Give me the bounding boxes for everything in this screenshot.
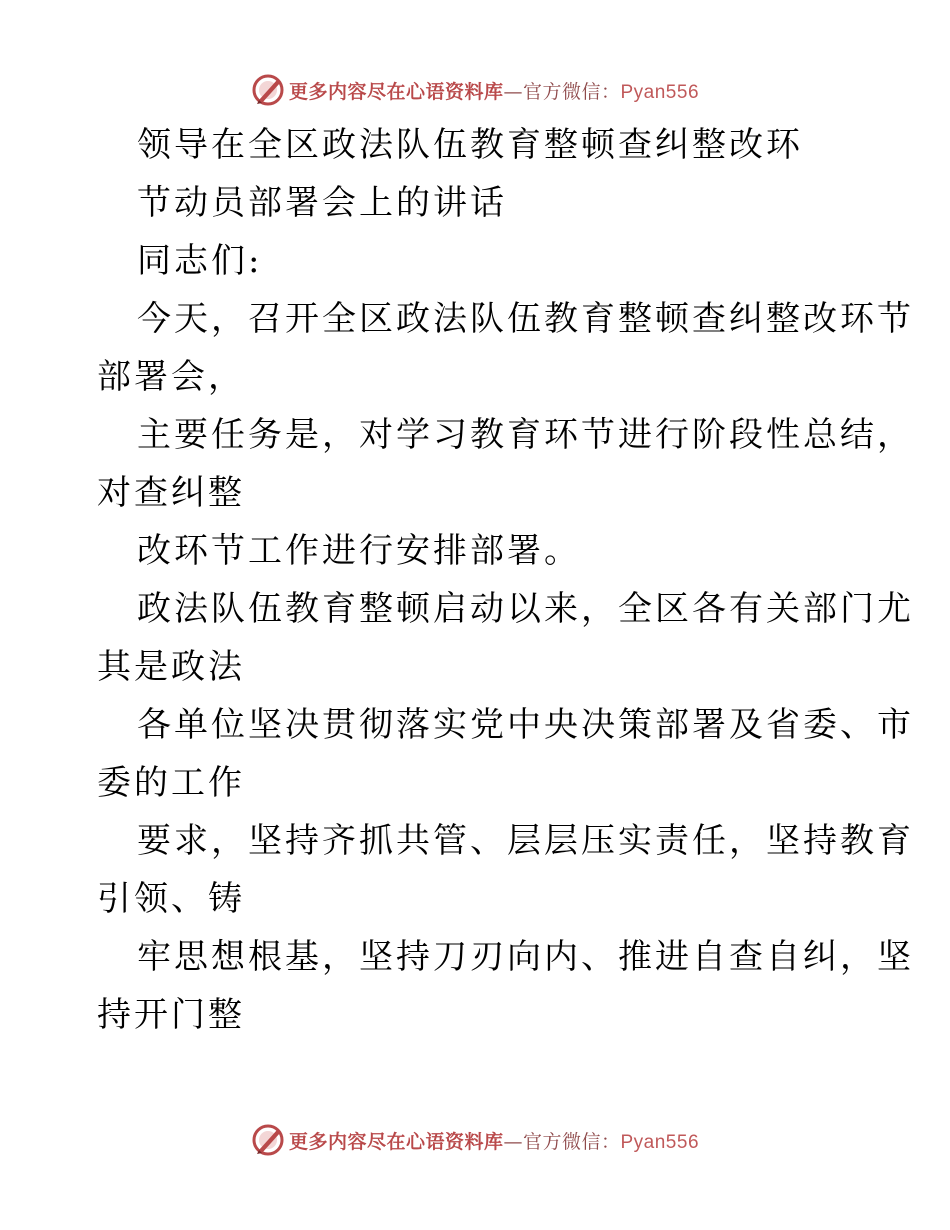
paragraph-line: 持开门整 (97, 995, 245, 1035)
watermark-red-text: 更多内容尽在心语资料库 (288, 1130, 504, 1153)
header-watermark (0, 70, 950, 110)
watermark-inner (251, 1123, 699, 1157)
paragraph-line: 改环节工作进行安排部署。 (137, 531, 581, 571)
paragraph-line: 委的工作 (97, 763, 245, 803)
watermark-red-text: 更多内容尽在心语资料库 (288, 80, 504, 103)
paragraph-line: 引领、铸 (97, 879, 245, 919)
footer-watermark (0, 1120, 950, 1160)
seal-pen-icon (251, 73, 285, 107)
paragraph-line: 主要任务是，对学习教育环节进行阶段性总结， (137, 415, 914, 455)
paragraph-line: 今天，召开全区政法队伍教育整顿查纠整改环节 (137, 299, 914, 339)
watermark-text (289, 77, 699, 104)
paragraph-line: 政法队伍教育整顿启动以来，全区各有关部门尤 (137, 589, 914, 629)
watermark-dash: — (503, 80, 523, 103)
watermark-wechat-label: 官方微信： (522, 80, 621, 103)
paragraph-line: 各单位坚决贯彻落实党中央决策部署及省委、市 (137, 705, 914, 745)
paragraph-line: 部署会， (97, 357, 245, 397)
watermark-wechat-id: Pyan556 (620, 1131, 700, 1153)
paragraph-line: 对查纠整 (97, 473, 245, 513)
watermark-text (289, 1127, 699, 1154)
paragraph-line: 牢思想根基，坚持刀刃向内、推进自查自纠，坚 (137, 937, 914, 977)
title-line-2: 节动员部署会上的讲话 (137, 183, 507, 223)
watermark-dash: — (503, 1130, 523, 1153)
paragraph-line: 要求，坚持齐抓共管、层层压实责任，坚持教育 (137, 821, 914, 861)
document-body (97, 116, 914, 1044)
title-line-1: 领导在全区政法队伍教育整顿查纠整改环 (137, 125, 803, 165)
salutation: 同志们: (137, 241, 263, 281)
seal-pen-icon (251, 1123, 285, 1157)
paragraph-line: 其是政法 (97, 647, 245, 687)
watermark-wechat-label: 官方微信： (522, 1130, 621, 1153)
watermark-inner (251, 73, 699, 107)
watermark-wechat-id: Pyan556 (620, 81, 700, 103)
